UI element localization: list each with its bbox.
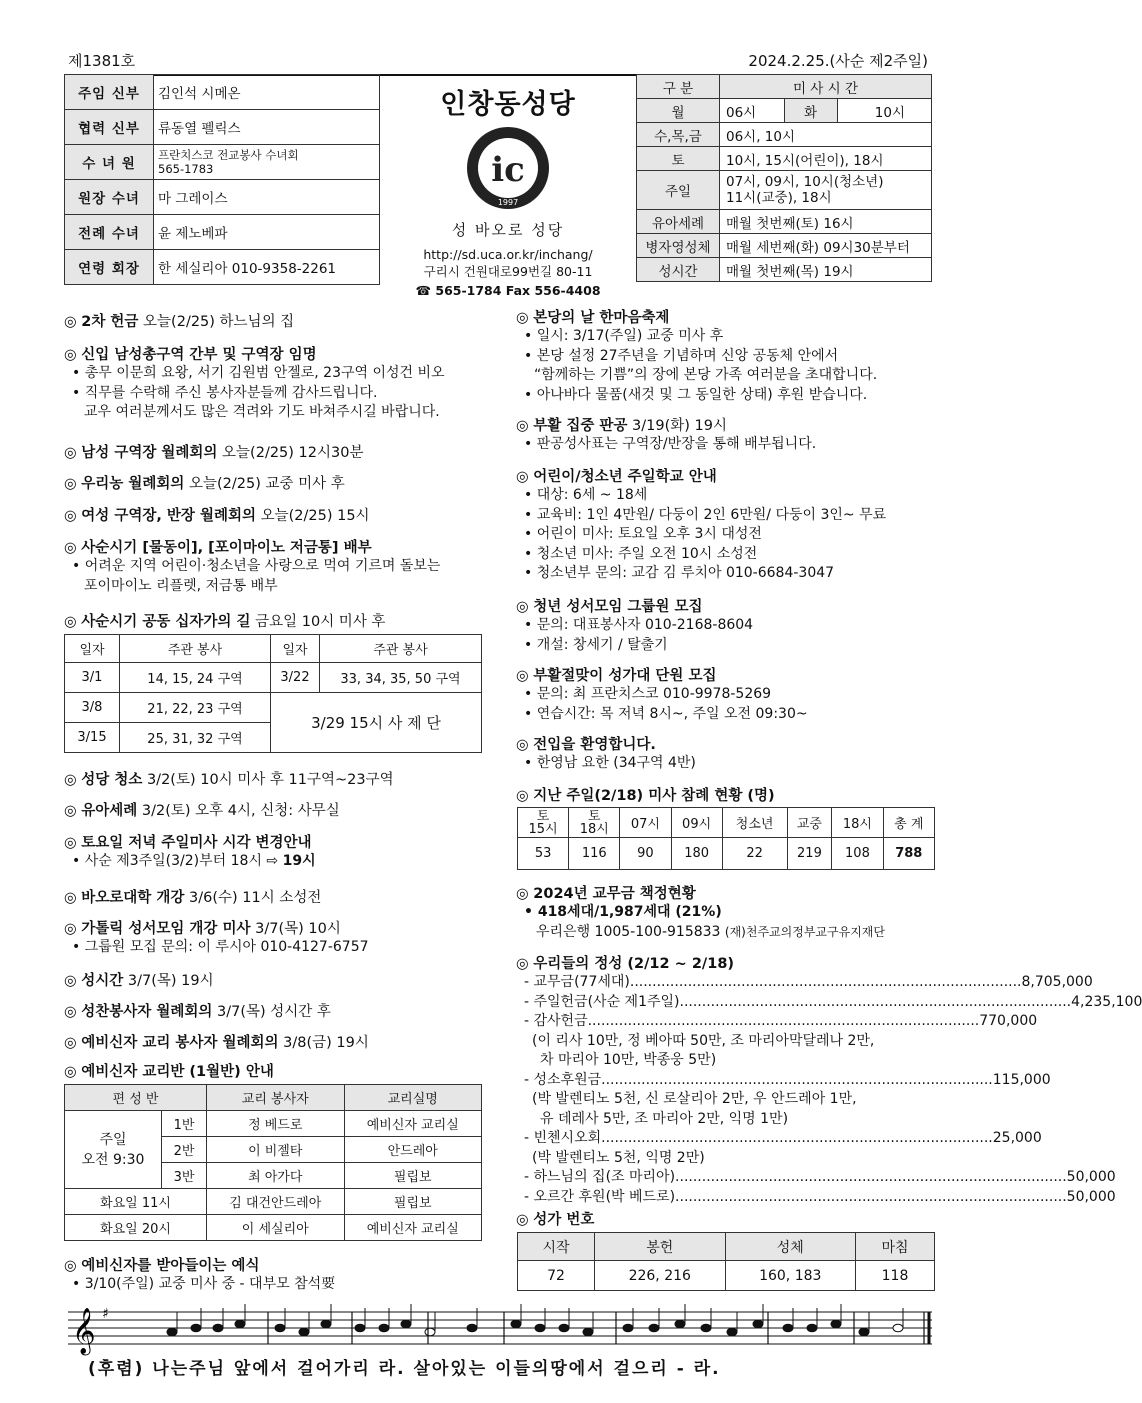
mass-key: 병자영성체	[637, 234, 720, 258]
mass-value: 06시	[720, 99, 785, 123]
notice-bullet: • 그룹원 모집 문의: 이 루시아 010-4127-6757	[72, 939, 369, 955]
notice-title: 성당 청소	[81, 772, 143, 788]
offering-label: - 감사헌금	[524, 1013, 588, 1029]
hymn-table	[517, 1232, 935, 1291]
mass-value	[720, 171, 932, 210]
table-cell: 예비신자 교리실	[344, 1215, 482, 1241]
note-head	[425, 1328, 435, 1336]
notice-youth-bible: ◎ 청년 성서모임 그룹원 모집 • 문의: 대표봉사자 010-2168-8604 • 개설: 창세기 / 탈출기	[516, 595, 936, 655]
notice-title: 사순시기 공동 십자가의 길	[81, 614, 251, 630]
notice-title: 우리들의 정성 (2/12 ~ 2/18)	[533, 956, 735, 972]
note-head	[401, 1320, 411, 1328]
offering-label: - 주일헌금(사순 제1주일)	[524, 993, 680, 1010]
offering-label: - 빈첸시오회	[524, 1130, 602, 1146]
att-head: 총 계	[883, 808, 934, 838]
staff-value: 류동열 펠릭스	[154, 110, 380, 145]
mass-head: 구 분	[637, 75, 720, 99]
note-head	[535, 1324, 545, 1332]
refrain-lyrics: (후렴) 나는주님 앞에서 걸어가리 라. 살아있는 이들의땅에서 걸으리 - 라.	[88, 1359, 721, 1379]
offerings: ◎ 우리들의 정성 (2/12 ~ 2/18) - 교무금(77세대) ........................................................................................ 8,705,000 - 주일헌금(사순 제1주일) ........................................................................................ 4,235,100 - 감사헌금 ........................................................................................ 770,000 (이 리사 10만, 정 베아따 50만, 조 마리아막달레나 2만, 차 마리아 10만, 박종웅 5만) - 성소후원금 ........................................................................................ 115,000 (박 발렌티노 5천, 신 로살리아 2만, 우 안드레아 1만, 유 데레사 5만, 조 마리아 2만, 익명 1만) - 빈첸시오회 ........................................................................................ 25,000 (박 발렌티노 5천, 익명 2만) - 하느님의 집(조 마리아) ........................................................................................ 50,000 - 오르간 후원(박 베드로) ........................................................................................ 50,000	[516, 952, 936, 1207]
mass-key: 수,목,금	[637, 123, 720, 147]
table-cell: 3/8	[65, 693, 120, 723]
att-time: 15시	[528, 821, 558, 837]
attendance-table	[517, 807, 935, 870]
offering-row: - 오르간 후원(박 베드로) ........................................................................................ 50,000	[524, 1188, 932, 1208]
notice-title: 어린이/청소년 주일학교 안내	[533, 469, 717, 485]
note-head	[831, 1320, 841, 1328]
offering-amount: 50,000	[1066, 1188, 1116, 1205]
notice-bullet: 교우 여러분께서도 많은 격려와 기도 바쳐주시길 바랍니다.	[84, 404, 440, 420]
notice-detail: 3/2(토) 오후 4시, 신청: 사무실	[137, 803, 340, 819]
hymn-head: 성체	[725, 1233, 856, 1261]
offering-label: - 하느님의 집(조 마리아)	[524, 1169, 676, 1185]
hymn-head: 봉헌	[595, 1233, 726, 1261]
table-cell: 최 아가다	[207, 1163, 345, 1189]
notice-farm-meeting: ◎ 우리농 월례회의 오늘(2/25) 교중 미사 후	[64, 476, 345, 492]
staff-key: 원장 수녀	[65, 180, 154, 215]
notice-bullet: • 사순 제3주일(3/2)부터 18시 ⇨	[72, 853, 283, 869]
notice-baptism: ◎ 유아세례 3/2(토) 오후 4시, 신청: 사무실	[64, 803, 340, 819]
att-head: 교중	[787, 808, 832, 838]
convent-phone: 565-1783	[158, 162, 214, 176]
mass-value: 10시	[837, 99, 931, 123]
notice-title: 전입을 환영합니다.	[533, 737, 656, 753]
offering-amount: 4,235,100	[1071, 993, 1142, 1010]
notice-title: 부활 집중 판공	[533, 418, 628, 434]
notice-bullet: • 3/10(주일) 교중 미사 중 - 대부모 참석要	[72, 1276, 336, 1292]
note-head	[675, 1320, 685, 1328]
notice-way-of-cross: ◎ 사순시기 공동 십자가의 길 금요일 10시 미사 후	[64, 614, 386, 630]
notice-bible-group: ◎ 가톨릭 성서모임 개강 미사 3/7(목) 10시 • 그룹원 모집 문의: 이 루시아 010-4127-6757	[64, 917, 488, 958]
notice-title: 성찬봉사자 월례회의	[81, 1004, 213, 1020]
mass-head: 미 사 시 간	[720, 75, 932, 99]
notice-title: 우리농 월례회의	[81, 476, 185, 492]
issue-date: 2024.2.25.(사순 제2주일)	[748, 52, 928, 70]
notice-detail: 3/7(목) 성시간 후	[212, 1004, 331, 1020]
table-cell: 안드레아	[344, 1137, 482, 1163]
notice-detail: 금요일 10시 미사 후	[250, 614, 386, 630]
notice-bullet: • 어린이 미사: 토요일 오후 3시 대성전	[524, 526, 762, 542]
table-cell: 이 비젤타	[207, 1137, 345, 1163]
notice-title: 부활절맞이 성가대 단원 모집	[533, 668, 717, 684]
note-head	[701, 1324, 711, 1332]
table-header: 주관 봉사	[120, 635, 271, 663]
notice-bullet: • 직무를 수락해 주신 봉사자분들께 감사드립니다.	[72, 384, 378, 401]
hymn-head: 마침	[856, 1233, 935, 1261]
notice-paul-college: ◎ 바오로대학 개강 3/6(수) 11시 소성전	[64, 890, 322, 906]
offering-row: - 빈첸시오회 ........................................................................................ 25,000	[524, 1129, 932, 1149]
notice-tithe: ◎ 2024년 교무금 책정현황 • 418세대/1,987세대 (21%) 우리은행 1005-100-915833 (재)천주교의정부교구유지재단	[516, 882, 936, 942]
notice-title: 가톨릭 성서모임 개강 미사	[81, 921, 251, 937]
notice-detail: 3/7(목) 10시	[250, 921, 341, 937]
offering-label: - 오르간 후원(박 베드로)	[524, 1188, 676, 1205]
notice-bullet: • 청소년부 문의: 교감 김 루치아 010-6684-3047	[524, 565, 835, 581]
offering-label: - 성소후원금	[524, 1071, 602, 1088]
notice-bullet: • 총무 이문희 요왕, 서기 김원범 안젤로, 23구역 이성건 비오	[72, 365, 445, 381]
notice-cleaning: ◎ 성당 청소 3/2(토) 10시 미사 후 11구역~23구역	[64, 772, 394, 788]
table-cell: 화요일 20시	[65, 1215, 207, 1241]
hymn-number: 118	[856, 1261, 935, 1291]
notice-detail: 오늘(2/25) 12시30분	[217, 445, 364, 461]
att-head: 09시	[671, 808, 722, 838]
offering-amount: 8,705,000	[1021, 974, 1093, 990]
notice-bullet: • 418세대/1,987세대 (21%)	[524, 904, 722, 920]
offering-row: - 주일헌금(사순 제1주일) ........................................................................................ 4,235,100	[524, 993, 932, 1013]
notice-detail: 오늘(2/25) 15시	[256, 508, 370, 524]
notice-detail: 3/7(목) 19시	[123, 973, 214, 989]
sunday-time	[65, 1111, 162, 1189]
table-cell: 김 대건안드레아	[207, 1189, 345, 1215]
table-header: 일자	[65, 635, 120, 663]
offering-note: 유 데레사 5만, 조 마리아 2만, 익명 1만)	[540, 1110, 789, 1127]
notice-rite: ◎ 예비신자를 받아들이는 예식 • 3/10(주일) 교중 미사 중 - 대부모 참석要	[64, 1254, 488, 1295]
notice-title: 예비신자를 받아들이는 예식	[81, 1258, 260, 1274]
staff-key: 주임 신부	[65, 75, 154, 110]
notice-parish-day: ◎ 본당의 날 한마음축제 • 일시: 3/17(주일) 교중 미사 후 • 본당 설정 27주년을 기념하며 신앙 공동체 안에서 “함께하는 기쁨”의 장에 본당 가족 여러분을 초대합니다. • 아나바다 물품(새것 및 그 동일한 상태) 후원 받습니다.	[516, 306, 936, 405]
staff-value	[154, 145, 380, 180]
table-cell: 필립보	[344, 1163, 482, 1189]
table-header: 교리실명	[344, 1085, 482, 1111]
table-header: 일자	[271, 635, 320, 663]
table-cell: 3/29 15시 사 제 단	[271, 693, 482, 753]
table-cell: 1반	[162, 1111, 207, 1137]
bank-holder: (재)천주교의정부교구유지재단	[724, 924, 885, 939]
notice-holy-hour: ◎ 성시간 3/7(목) 19시	[64, 973, 214, 989]
table-cell: 화요일 11시	[65, 1189, 207, 1215]
notice-bullet: “함께하는 기쁨”의 장에 본당 가족 여러분을 초대합니다.	[534, 367, 878, 383]
hymn-number: 226, 216	[595, 1261, 726, 1291]
att-day: 토	[536, 808, 550, 824]
mass-key: 화	[784, 99, 837, 123]
notice-title: 바오로대학 개강	[81, 890, 185, 906]
note-head	[467, 1324, 477, 1332]
notice-bullet: • 문의: 최 프란치스코 010-9978-5269	[524, 686, 772, 702]
note-head	[191, 1324, 201, 1332]
offering-note: (박 발렌티노 5천, 익명 2만)	[532, 1149, 705, 1166]
offering-row: - 교무금(77세대) ........................................................................................ 8,705,000	[524, 973, 932, 993]
att-value: 219	[787, 838, 832, 870]
notice-detail: 3/6(수) 11시 소성전	[184, 890, 322, 906]
notice-attendance: ◎ 지난 주일(2/18) 미사 참례 현황 (명)	[516, 788, 775, 804]
notice-title: 유아세례	[81, 803, 138, 819]
offering-note: (박 발렌티노 5천, 신 로살리아 2만, 우 안드레아 1만,	[532, 1091, 857, 1107]
church-info	[380, 74, 636, 298]
mass-value: 06시, 10시	[720, 123, 932, 147]
notice-catechist-meeting: ◎ 예비신자 교리 봉사자 월례회의 3/8(금) 19시	[64, 1035, 369, 1051]
table-header: 주관 봉사	[320, 635, 482, 663]
att-value: 180	[671, 838, 722, 870]
notice-title: 지난 주일(2/18) 미사 참례 현황 (명)	[533, 788, 775, 804]
staff-table	[64, 74, 380, 285]
note-head	[321, 1320, 331, 1328]
att-value: 116	[569, 838, 620, 870]
staff-key: 연령 회장	[65, 250, 154, 285]
church-address: 구리시 건원대로99번길 80-11	[423, 264, 593, 279]
patron-name: 성 바오로 성당	[451, 221, 565, 239]
mass-key: 유아세례	[637, 210, 720, 234]
notice-appointment: ◎ 신입 남성총구역 간부 및 구역장 임명 • 총무 이문희 요왕, 서기 김원범 안젤로, 23구역 이성건 비오 • 직무를 수락해 주신 봉사자분들께 감사드립니다. 교우 여러분께서도 많은 격려와 기도 바쳐주시길 바랍니다.	[64, 343, 488, 423]
offering-row: - 성소후원금 ........................................................................................ 115,000	[524, 1071, 932, 1091]
sunday-line2: 11시(교중), 18시	[726, 190, 832, 206]
mass-value: 매월 세번째(화) 09시30분부터	[720, 234, 932, 258]
notice-detail: 오늘(2/25) 교중 미사 후	[184, 476, 345, 492]
table-cell: 21, 22, 23 구역	[120, 693, 271, 723]
note-head	[559, 1324, 569, 1332]
offering-amount: 770,000	[979, 1013, 1038, 1029]
offering-row: - 하느님의 집(조 마리아) ........................................................................................ 50,000	[524, 1168, 932, 1188]
note-head	[753, 1320, 763, 1328]
church-url[interactable]: http://sd.uca.or.kr/inchang/	[423, 247, 593, 262]
music-staff	[68, 1306, 932, 1354]
church-logo	[465, 125, 551, 211]
catechism-table	[64, 1084, 482, 1241]
staff-value: 한 세실리아 010-9358-2261	[154, 250, 380, 285]
staff-key: 협력 신부	[65, 110, 154, 145]
notice-title: 예비신자 교리 봉사자 월례회의	[81, 1035, 279, 1051]
staff-key: 전례 수녀	[65, 215, 154, 250]
notice-title: 성가 번호	[533, 1212, 595, 1228]
att-head: 07시	[620, 808, 671, 838]
treble-clef-icon: 𝄞	[72, 1308, 96, 1354]
note-head	[583, 1328, 593, 1336]
notice-second-collection: ◎ 2차 헌금 오늘(2/25) 하느님의 집	[64, 314, 295, 330]
note-head	[511, 1320, 521, 1328]
notice-detail: 3/19(화) 19시	[627, 418, 727, 434]
notice-title: 사순시기 [물동이], [포이마이노 저금통] 배부	[81, 540, 372, 556]
offering-note: (이 리사 10만, 정 베아따 50만, 조 마리아막달레나 2만,	[532, 1032, 875, 1049]
note-head	[807, 1324, 817, 1332]
logo-year: 1997	[497, 198, 519, 207]
att-head	[569, 808, 620, 838]
notice-title: 예비신자 교리반 (1월반) 안내	[81, 1064, 274, 1080]
att-value: 90	[620, 838, 671, 870]
notice-bullet: • 개설: 창세기 / 탈출기	[524, 636, 668, 653]
notice-title: 2차 헌금	[81, 314, 139, 330]
table-cell: 3/1	[65, 663, 120, 693]
way-of-cross-table	[64, 634, 482, 753]
note-head	[623, 1324, 633, 1332]
note-head	[727, 1328, 737, 1336]
table-cell: 2반	[162, 1137, 207, 1163]
notice-title: 성시간	[81, 973, 124, 989]
note-head	[355, 1324, 365, 1332]
notice-detail: 3/2(토) 10시 미사 후 11구역~23구역	[142, 772, 394, 788]
table-cell: 정 베드로	[207, 1111, 345, 1137]
notice-welcome: ◎ 전입을 환영합니다. • 한영남 요한 (34구역 4반)	[516, 733, 936, 774]
offering-amount: 50,000	[1066, 1169, 1116, 1185]
new-time: 19시	[282, 853, 316, 869]
notice-confession: ◎ 부활 집중 판공 3/19(화) 19시 • 판공성사표는 구역장/반장을 통해 배부됩니다.	[516, 414, 936, 455]
note-head	[859, 1328, 869, 1336]
notice-bullet: 포이마이노 리플렛, 저금통 배부	[84, 577, 278, 594]
mass-schedule-table	[636, 74, 932, 282]
notice-bullet: • 본당 설정 27주년을 기념하며 신앙 공동체 안에서	[524, 347, 839, 364]
notice-bullet: • 아나바다 물품(새것 및 그 동일한 상태) 후원 받습니다.	[524, 386, 868, 403]
mass-key: 월	[637, 99, 720, 123]
att-time: 18시	[579, 821, 609, 837]
offering-note: 차 마리아 10만, 박종웅 5만)	[540, 1052, 717, 1068]
staff-value: 김인석 시메온	[154, 75, 380, 110]
bank-account: 우리은행 1005-100-915833	[536, 923, 721, 940]
notice-title: 청년 성서모임 그룹원 모집	[533, 599, 703, 615]
att-total: 788	[883, 838, 934, 870]
notice-detail: 3/8(금) 19시	[278, 1035, 369, 1051]
table-header: 편 성 반	[65, 1085, 207, 1111]
notice-eucharist-meeting: ◎ 성찬봉사자 월례회의 3/7(목) 성시간 후	[64, 1004, 331, 1020]
notice-lent-boxes: ◎ 사순시기 [물동이], [포이마이노 저금통] 배부 • 어려운 지역 어린이·청소년을 사랑으로 먹여 기르며 돌보는 포이마이노 리플렛, 저금통 배부	[64, 536, 488, 596]
convent-name: 프란치스코 전교봉사 수녀회	[158, 148, 299, 162]
table-cell: 이 세실리아	[207, 1215, 345, 1241]
church-phone: ☎ 565-1784 Fax 556-4408	[415, 283, 601, 298]
mass-key: 토	[637, 147, 720, 171]
table-header: 교리 봉사자	[207, 1085, 345, 1111]
notice-bullet: • 연습시간: 목 저녁 8시~, 주일 오전 09:30~	[524, 705, 808, 722]
notice-title: 신입 남성총구역 간부 및 구역장 임명	[81, 347, 317, 363]
note-head	[275, 1324, 285, 1332]
table-cell: 3/22	[271, 663, 320, 693]
sunday-line1: 07시, 09시, 10시(청소년)	[726, 174, 884, 190]
hymn-numbers: ◎ 성가 번호	[516, 1212, 595, 1228]
staff-value: 마 그레이스	[154, 180, 380, 215]
staff-value: 윤 제노베파	[154, 215, 380, 250]
mass-key: 성시간	[637, 258, 720, 282]
table-cell: 예비신자 교리실	[344, 1111, 482, 1137]
mass-value: 10시, 15시(어린이), 18시	[720, 147, 932, 171]
notice-catechism: ◎ 예비신자 교리반 (1월반) 안내	[64, 1064, 274, 1080]
notice-title: 토요일 저녁 주일미사 시각 변경안내	[81, 835, 312, 851]
note-head	[783, 1324, 793, 1332]
hymn-number: 72	[518, 1261, 595, 1291]
notice-sunday-school: ◎ 어린이/청소년 주일학교 안내 • 대상: 6세 ~ 18세 • 교육비: 1인 4만원/ 다둥이 2인 6만원/ 다둥이 3인~ 무료 • 어린이 미사: 토요일 오후 3시 대성전 • 청소년 미사: 주일 오전 10시 소성전 • 청소년부 문의: 교감 김 루치아 010-6684-3047	[516, 465, 936, 584]
logo-letters: ic	[491, 150, 525, 190]
offering-amount: 25,000	[992, 1130, 1042, 1146]
note-head	[299, 1328, 309, 1336]
att-head: 청소년	[722, 808, 787, 838]
table-cell: 3반	[162, 1163, 207, 1189]
sunday-hour: 오전 9:30	[81, 1151, 145, 1168]
notice-bullet: • 교육비: 1인 4만원/ 다둥이 2인 6만원/ 다둥이 3인~ 무료	[524, 506, 887, 523]
att-head: 18시	[832, 808, 883, 838]
notice-men-meeting: ◎ 남성 구역장 월례회의 오늘(2/25) 12시30분	[64, 445, 364, 461]
mass-value: 매월 첫번째(토) 16시	[720, 210, 932, 234]
notice-bullet: • 문의: 대표봉사자 010-2168-8604	[524, 617, 754, 633]
notice-bullet: • 한영남 요한 (34구역 4반)	[524, 755, 696, 771]
mass-value: 매월 첫번째(목) 19시	[720, 258, 932, 282]
notice-women-meeting: ◎ 여성 구역장, 반장 월례회의 오늘(2/25) 15시	[64, 508, 370, 524]
notice-title: 본당의 날 한마음축제	[533, 310, 670, 326]
notice-detail: 오늘(2/25) 하느님의 집	[138, 314, 295, 330]
notice-bullet: • 판공성사표는 구역장/반장을 통해 배부됩니다.	[524, 436, 817, 452]
note-head	[379, 1324, 389, 1332]
note-head	[893, 1324, 903, 1332]
notice-bullet: • 어려운 지역 어린이·청소년을 사랑으로 먹여 기르며 돌보는	[72, 558, 441, 574]
table-cell: 필립보	[344, 1189, 482, 1215]
notice-title: 2024년 교무금 책정현황	[533, 886, 696, 902]
table-cell: 14, 15, 24 구역	[120, 663, 271, 693]
notice-bullet: • 청소년 미사: 주일 오전 10시 소성전	[524, 545, 758, 562]
hymn-number: 160, 183	[725, 1261, 856, 1291]
offering-amount: 115,000	[992, 1071, 1051, 1088]
notice-bullet: • 대상: 6세 ~ 18세	[524, 487, 648, 503]
notice-title: 여성 구역장, 반장 월례회의	[81, 508, 256, 524]
att-day: 토	[587, 808, 601, 824]
offering-row: - 감사헌금 ........................................................................................ 770,000	[524, 1012, 932, 1032]
sunday-label: 주일	[99, 1131, 127, 1148]
table-cell: 25, 31, 32 구역	[120, 723, 271, 753]
att-value: 22	[722, 838, 787, 870]
notice-title: 남성 구역장 월례회의	[81, 445, 218, 461]
church-name: 인창동성당	[440, 89, 576, 120]
staff-key: 수 녀 원	[65, 145, 154, 180]
hymn-head: 시작	[518, 1233, 595, 1261]
table-cell: 3/15	[65, 723, 120, 753]
note-head	[167, 1328, 177, 1336]
issue-number: 제1381호	[68, 52, 136, 70]
mass-key: 주일	[637, 171, 720, 210]
offering-label: - 교무금(77세대)	[524, 974, 630, 990]
note-head	[213, 1324, 223, 1332]
sharp-icon: ♯	[102, 1306, 109, 1322]
att-head	[518, 808, 569, 838]
att-value: 53	[518, 838, 569, 870]
table-cell: 33, 34, 35, 50 구역	[320, 663, 482, 693]
notice-saturday-mass: ◎ 토요일 저녁 주일미사 시각 변경안내 • 사순 제3주일(3/2)부터 18시 ⇨ 19시	[64, 835, 316, 869]
att-value: 108	[832, 838, 883, 870]
note-head	[649, 1324, 659, 1332]
notice-choir: ◎ 부활절맞이 성가대 단원 모집 • 문의: 최 프란치스코 010-9978-5269 • 연습시간: 목 저녁 8시~, 주일 오전 09:30~	[516, 664, 936, 724]
note-head	[235, 1320, 245, 1328]
notice-bullet: • 일시: 3/17(주일) 교중 미사 후	[524, 328, 724, 344]
